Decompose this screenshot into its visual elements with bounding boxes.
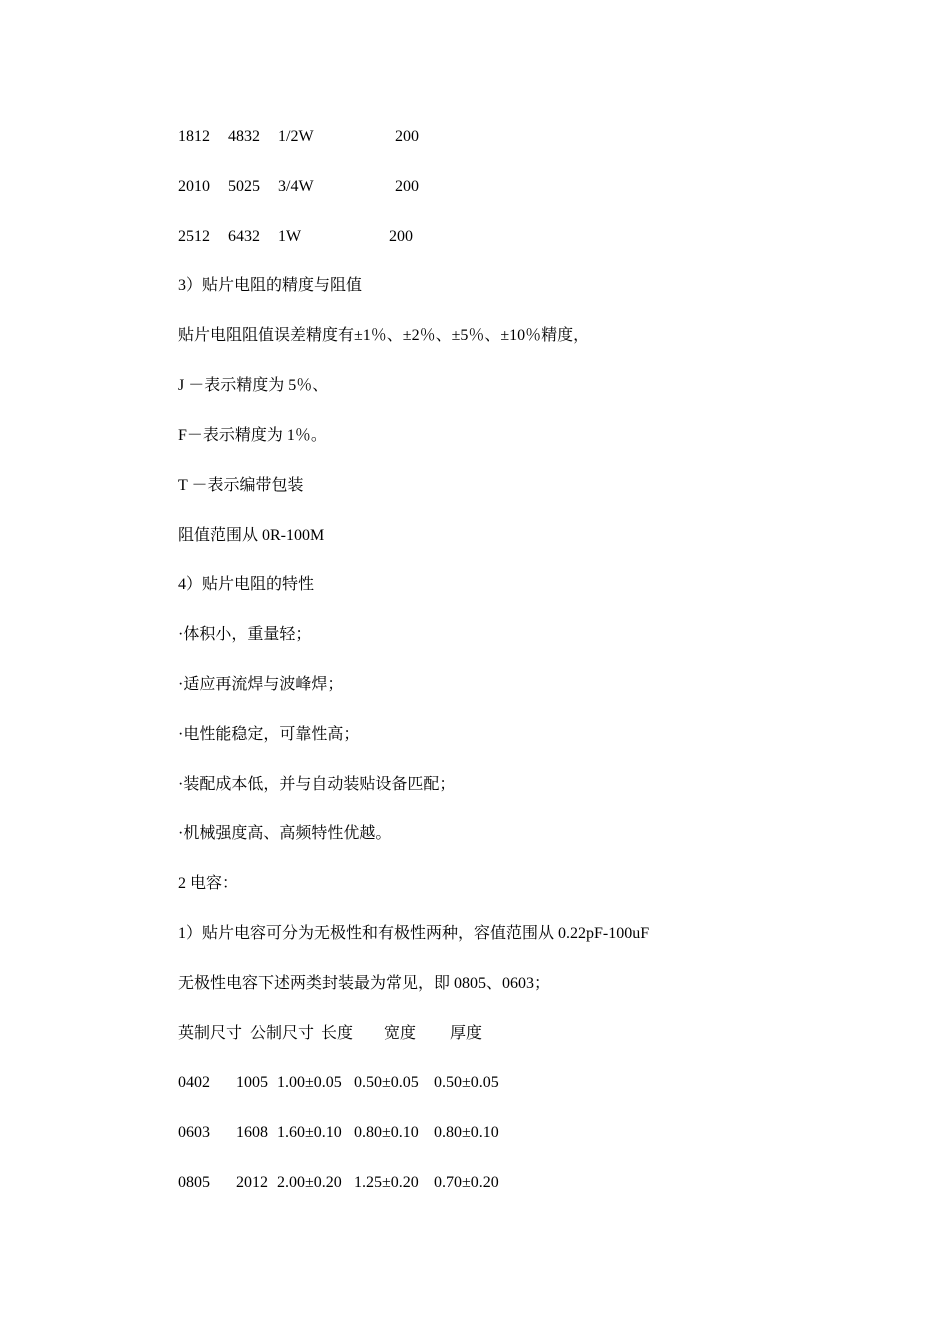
resistor-metric: 4832 xyxy=(228,128,260,145)
header-metric: 公制尺寸 xyxy=(250,1025,315,1042)
resistor-power: 1/2W xyxy=(278,128,314,145)
cell-width: 0.80±0.10 xyxy=(354,1124,419,1141)
resistor-metric: 5025 xyxy=(228,178,260,195)
cell-length: 1.60±0.10 xyxy=(277,1124,342,1141)
cell-length: 1.00±0.05 xyxy=(277,1074,342,1091)
resistor-power: 3/4W xyxy=(278,178,314,195)
section-heading-capacitor: 2 电容： xyxy=(178,875,239,892)
j-code-text: J －表示精度为 5％、 xyxy=(178,377,329,394)
section-heading-features: 4）贴片电阻的特性 xyxy=(178,576,315,593)
capacitor-packages-text: 无极性电容下述两类封装最为常见，即 0805、0603； xyxy=(178,975,551,992)
cell-width: 0.50±0.05 xyxy=(354,1074,419,1091)
header-imperial: 英制尺寸 xyxy=(178,1025,243,1042)
cell-thickness: 0.80±0.10 xyxy=(434,1124,499,1141)
header-length: 长度 xyxy=(321,1025,354,1042)
resistor-metric: 6432 xyxy=(228,228,260,245)
cell-metric: 2012 xyxy=(236,1174,268,1191)
resistor-voltage: 200 xyxy=(389,228,413,245)
tolerance-text: 贴片电阻阻值误差精度有±1％、±2％、±5％、±10％精度， xyxy=(178,327,590,344)
capacitor-table-row xyxy=(178,1123,538,1143)
resistor-power: 1W xyxy=(278,228,302,245)
resistor-voltage: 200 xyxy=(395,128,419,145)
cell-thickness: 0.50±0.05 xyxy=(434,1074,499,1091)
feature-item: ·体积小，重量轻； xyxy=(178,626,312,643)
header-width: 宽度 xyxy=(384,1025,417,1042)
f-code-text: F－表示精度为 1％。 xyxy=(178,427,327,444)
cell-metric: 1608 xyxy=(236,1124,268,1141)
resistor-row xyxy=(178,177,478,197)
capacitor-table-row xyxy=(178,1173,538,1193)
capacitor-intro-text: 1）贴片电容可分为无极性和有极性两种，容值范围从 0.22pF-100uF xyxy=(178,925,650,942)
resistor-code: 2010 xyxy=(178,178,210,195)
header-thickness: 厚度 xyxy=(450,1025,483,1042)
resistor-code: 1812 xyxy=(178,128,210,145)
resistor-row xyxy=(178,227,478,247)
t-code-text: T －表示编带包装 xyxy=(178,477,304,494)
resistance-range-text: 阻值范围从 0R-100M xyxy=(178,527,325,544)
resistor-voltage: 200 xyxy=(395,178,419,195)
cell-width: 1.25±0.20 xyxy=(354,1174,419,1191)
cell-imperial: 0805 xyxy=(178,1174,210,1191)
cell-metric: 1005 xyxy=(236,1074,268,1091)
cell-imperial: 0402 xyxy=(178,1074,210,1091)
feature-item: ·机械强度高、高频特性优越。 xyxy=(178,825,392,842)
capacitor-table-header xyxy=(178,1024,538,1044)
feature-item: ·适应再流焊与波峰焊； xyxy=(178,676,344,693)
capacitor-table-row xyxy=(178,1073,538,1093)
feature-item: ·装配成本低，并与自动装贴设备匹配； xyxy=(178,776,456,793)
cell-length: 2.00±0.20 xyxy=(277,1174,342,1191)
feature-item: ·电性能稳定，可靠性高； xyxy=(178,726,360,743)
resistor-code: 2512 xyxy=(178,228,210,245)
cell-imperial: 0603 xyxy=(178,1124,210,1141)
resistor-row xyxy=(178,127,478,147)
cell-thickness: 0.70±0.20 xyxy=(434,1174,499,1191)
section-heading-precision: 3）贴片电阻的精度与阻值 xyxy=(178,277,363,294)
